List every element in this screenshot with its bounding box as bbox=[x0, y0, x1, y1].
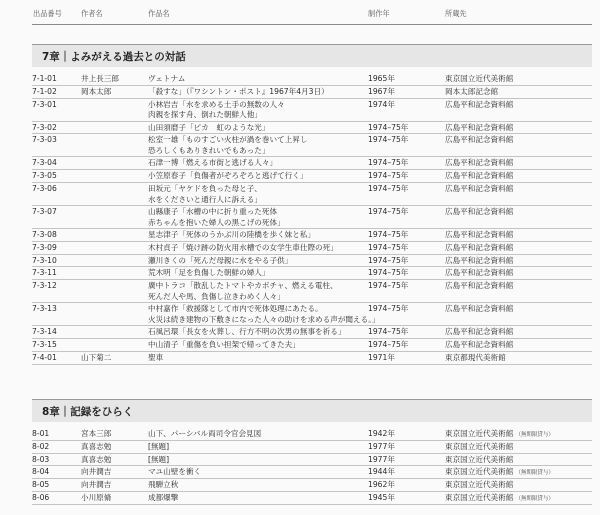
work-title: マユ山壁を衝く bbox=[148, 467, 202, 477]
collection-owner: 広島平和記念資料館 bbox=[445, 207, 514, 216]
loan-note: （無期限貸与） bbox=[515, 432, 554, 438]
work-number: 7-4-01 bbox=[32, 352, 57, 362]
work-title: 聖車 bbox=[148, 352, 164, 362]
work-number: 7-1-02 bbox=[32, 86, 57, 96]
artist-name: 向井潤吉 bbox=[81, 480, 112, 490]
work-number: 8-05 bbox=[32, 480, 50, 490]
production-year: 1974–75年 bbox=[368, 122, 409, 132]
production-year: 1974–75年 bbox=[368, 255, 409, 265]
header-no: 出品番号 bbox=[33, 9, 62, 18]
table-row bbox=[32, 72, 592, 86]
work-number: 7-3-08 bbox=[32, 230, 57, 239]
table-row bbox=[32, 338, 592, 352]
work-title: 石津一博「燃える市街と逃げる人々」 bbox=[148, 158, 278, 168]
collection-owner: 広島平和記念資料館 bbox=[445, 135, 514, 145]
header-title: 作品名 bbox=[148, 9, 170, 18]
work-title: 中山清子「重傷を負い担架で帰ってきた夫」 bbox=[148, 340, 300, 349]
table-row bbox=[32, 440, 592, 454]
table-row bbox=[32, 98, 592, 122]
production-year: 1945年 bbox=[368, 493, 395, 502]
table-row bbox=[32, 266, 592, 280]
collection-owner: 広島平和記念資料館 bbox=[445, 340, 514, 349]
table-row bbox=[32, 465, 592, 479]
table-row bbox=[32, 453, 592, 467]
production-year: 1974–75年 bbox=[368, 207, 409, 216]
production-year: 1977年 bbox=[368, 454, 395, 464]
work-number: 7-3-05 bbox=[32, 171, 57, 181]
work-title: 「殺すな」（『ワシントン・ポスト』1967年4月3日） bbox=[148, 86, 329, 96]
table-row bbox=[32, 351, 592, 365]
production-year: 1974–75年 bbox=[368, 242, 409, 252]
collection-owner: 東京都現代美術館 bbox=[445, 352, 506, 362]
work-number: 8-01 bbox=[32, 429, 50, 438]
production-year: 1971年 bbox=[368, 352, 395, 362]
production-year: 1967年 bbox=[368, 86, 395, 96]
work-title: 木村貞子「焼け跡の防火用水槽での女学生車仕際の死」 bbox=[148, 242, 338, 252]
collection-owner: 広島平和記念資料館 bbox=[445, 255, 514, 265]
table-row bbox=[32, 169, 592, 183]
work-title: 死んだ人や馬、負傷し泣きわめく人々」 bbox=[148, 291, 285, 301]
production-year: 1944年 bbox=[368, 467, 395, 477]
production-year: 1974–75年 bbox=[368, 340, 409, 349]
artist-name: 宮本三郎 bbox=[81, 429, 112, 438]
work-title: 水をくださいと通行人に訴える」 bbox=[148, 194, 262, 204]
header-author: 作者名 bbox=[81, 9, 103, 18]
table-row bbox=[32, 205, 592, 229]
work-title: 火災は続き建物の下敷きになった人々の助けを求める声が聞える。」 bbox=[148, 314, 380, 324]
artist-name: 岡本太郎 bbox=[81, 86, 112, 96]
header-divider bbox=[32, 24, 592, 25]
collection-owner: 広島平和記念資料館 bbox=[445, 242, 514, 252]
header-year: 制作年 bbox=[368, 9, 390, 18]
artist-name: 向井潤吉 bbox=[81, 467, 112, 477]
table-row bbox=[32, 302, 592, 326]
chapter-8-banner bbox=[32, 399, 592, 422]
work-title: 山田須磨子「ピカ 虹のような光」 bbox=[148, 122, 270, 132]
work-title: 廣中トラコ「散乱したトマトやカボチャ、燃える電柱、 bbox=[148, 281, 338, 291]
work-number: 7-3-04 bbox=[32, 158, 57, 168]
loan-note: （無期限貸与） bbox=[515, 470, 554, 477]
collection-owner: 広島平和記念資料館 bbox=[445, 99, 514, 109]
work-title: 田坂元「ヤケドを負った母と子、 bbox=[148, 184, 262, 193]
work-number: 7-3-03 bbox=[32, 135, 57, 145]
chapter-8-title: 8章｜記録をひらく bbox=[42, 406, 134, 418]
collection-owner: 広島平和記念資料館 bbox=[445, 327, 514, 337]
work-number: 7-3-13 bbox=[32, 304, 57, 314]
production-year: 1977年 bbox=[368, 441, 395, 451]
artist-name: 真喜志勉 bbox=[81, 454, 112, 464]
work-number: 8-04 bbox=[32, 467, 50, 477]
work-title: 赤ちゃんを抱いた婦人の黒こげの死体」 bbox=[148, 217, 285, 227]
work-title: 成都爆撃 bbox=[148, 493, 179, 502]
collection-owner: 東京国立近代美術館 bbox=[445, 441, 514, 451]
work-title: [無題] bbox=[148, 454, 170, 464]
work-title: [無題] bbox=[148, 441, 170, 451]
table-row bbox=[32, 478, 592, 492]
table-row bbox=[32, 156, 592, 170]
work-title: 飛騨立秋 bbox=[148, 480, 179, 490]
work-number: 7-3-10 bbox=[32, 255, 57, 265]
work-title: 瀬川きくの「死んだ母親に水をやる子供」 bbox=[148, 255, 293, 265]
table-row bbox=[32, 254, 592, 268]
chapter-7-banner bbox=[32, 44, 592, 67]
work-title: 荒木明「足を負傷した朝鮮の婦人」 bbox=[148, 268, 270, 278]
collection-owner: 広島平和記念資料館 bbox=[445, 184, 514, 193]
work-number: 7-1-01 bbox=[32, 74, 57, 83]
work-title: 山縣康子「水槽の中に折り重った死体 bbox=[148, 207, 278, 216]
work-title: 山下、パーシバル両司令官会見図 bbox=[148, 429, 262, 438]
collection-owner: 東京国立近代美術館 bbox=[445, 74, 514, 83]
collection-owner: 岡本太郎記念館 bbox=[445, 86, 499, 96]
table-row bbox=[32, 182, 592, 206]
work-number: 7-3-15 bbox=[32, 340, 57, 349]
table-row bbox=[32, 491, 592, 505]
work-title: 小笠原春子「負傷者がぞろぞろと逃げて行く」 bbox=[148, 171, 308, 181]
collection-owner: 広島平和記念資料館 bbox=[445, 268, 514, 278]
table-row bbox=[32, 228, 592, 242]
production-year: 1974–75年 bbox=[368, 135, 409, 145]
production-year: 1974–75年 bbox=[368, 327, 409, 337]
production-year: 1974–75年 bbox=[368, 230, 409, 239]
work-number: 7-3-12 bbox=[32, 281, 57, 291]
work-number: 7-3-11 bbox=[32, 268, 57, 278]
work-title: 松室一雄「ものすごい火柱が渦を巻いて上昇し bbox=[148, 135, 308, 145]
header-owner: 所蔵先 bbox=[445, 9, 467, 18]
collection-owner: 東京国立近代美術館 bbox=[445, 480, 514, 490]
artist-name: 真喜志勉 bbox=[81, 441, 112, 451]
table-row bbox=[32, 241, 592, 255]
production-year: 1974–75年 bbox=[368, 184, 409, 193]
table-row bbox=[32, 279, 592, 303]
production-year: 1974年 bbox=[368, 99, 395, 109]
work-title: 星志津子「死体のうかぶ川の陸橋を歩く妹と私」 bbox=[148, 230, 316, 239]
work-title: 恐ろしくもありきれいでもあった」 bbox=[148, 145, 270, 155]
table-row bbox=[32, 427, 592, 441]
collection-owner: 広島平和記念資料館 bbox=[445, 171, 514, 181]
work-number: 8-06 bbox=[32, 493, 50, 502]
production-year: 1962年 bbox=[368, 480, 395, 490]
table-row bbox=[32, 121, 592, 135]
production-year: 1974–75年 bbox=[368, 268, 409, 278]
collection-owner: 広島平和記念資料館 bbox=[445, 230, 514, 239]
production-year: 1974–75年 bbox=[368, 281, 409, 291]
work-title: 中村嘉作「救援隊として市内で死体処理にあたる。 bbox=[148, 304, 323, 314]
work-number: 7-3-06 bbox=[32, 184, 57, 193]
work-title: 小林岩吉「水を求める土手の無数の人々 bbox=[148, 99, 285, 109]
production-year: 1965年 bbox=[368, 74, 395, 83]
work-number: 8-03 bbox=[32, 454, 50, 464]
production-year: 1974–75年 bbox=[368, 171, 409, 181]
production-year: 1942年 bbox=[368, 429, 395, 438]
production-year: 1974–75年 bbox=[368, 304, 409, 314]
collection-owner: 広島平和記念資料館 bbox=[445, 281, 514, 291]
chapter-7-title: 7章｜よみがえる過去との対話 bbox=[42, 51, 186, 63]
production-year: 1974–75年 bbox=[368, 158, 409, 168]
artist-name: 井上長三郎 bbox=[81, 74, 119, 83]
table-row bbox=[32, 133, 592, 157]
work-number: 8-02 bbox=[32, 441, 50, 451]
table-row bbox=[32, 85, 592, 99]
collection-owner: 広島平和記念資料館 bbox=[445, 122, 514, 132]
work-number: 7-3-14 bbox=[32, 327, 57, 337]
collection-owner: 広島平和記念資料館 bbox=[445, 158, 514, 168]
collection-owner: 東京国立近代美術館 bbox=[445, 454, 514, 464]
work-title: ヴェトナム bbox=[148, 74, 186, 83]
work-number: 7-3-01 bbox=[32, 99, 57, 109]
collection-owner: 東京国立近代美術館 （無期限貸与） bbox=[445, 467, 554, 477]
loan-note: （無期限貸与） bbox=[515, 496, 554, 502]
work-number: 7-3-07 bbox=[32, 207, 57, 216]
collection-owner: 東京国立近代美術館 （無期限貸与） bbox=[445, 493, 554, 502]
collection-owner: 東京国立近代美術館 （無期限貸与） bbox=[445, 429, 554, 438]
collection-owner: 広島平和記念資料館 bbox=[445, 304, 514, 314]
artist-name: 山下菊二 bbox=[81, 352, 112, 362]
table-row bbox=[32, 325, 592, 339]
artist-name: 小川原脩 bbox=[81, 493, 112, 502]
work-title: 石風呂環「長女を火葬し、行方不明の次男の無事を祈る」 bbox=[148, 327, 346, 337]
work-title: 肉親を探す舟、倒れた朝鮮人他」 bbox=[148, 110, 262, 120]
work-number: 7-3-09 bbox=[32, 242, 57, 252]
work-number: 7-3-02 bbox=[32, 122, 57, 132]
